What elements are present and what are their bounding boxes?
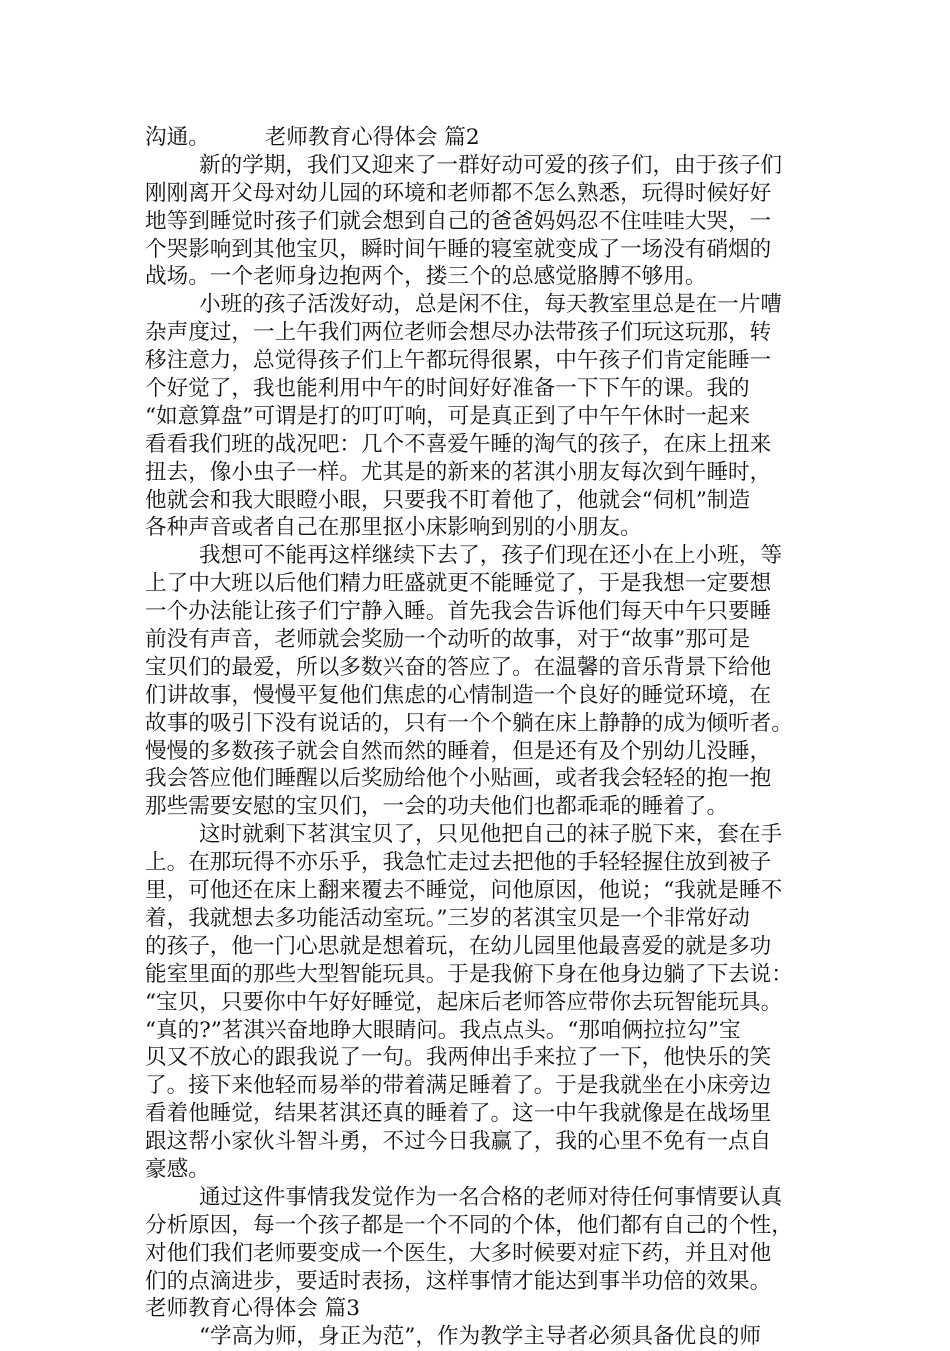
text-line: 看着他睡觉，结果茗淇还真的睡着了。这一中午我就像是在战场里 — [145, 1101, 772, 1127]
text-line: 能室里面的那些大型智能玩具。于是我俯下身在他身边躺了下去说： — [145, 961, 793, 987]
text-line: “学高为师，身正为范”，作为教学主导者必须具备优良的师 — [199, 1324, 761, 1350]
text-line: 的孩子，他一门心思就是想着玩，在幼儿园里他最喜爱的就是多功 — [145, 933, 772, 959]
text-line: 地等到睡觉时孩子们就会想到自己的爸爸妈妈忍不住哇哇大哭，一 — [145, 208, 772, 234]
text-line: 跟这帮小家伙斗智斗勇，不过今日我赢了，我的心里不免有一点自 — [145, 1129, 772, 1155]
text-line: 对他们我们老师要变成一个医生，大多时候要对症下药，并且对他 — [145, 1240, 772, 1266]
text-line: 小班的孩子活泼好动，总是闲不住，每天教室里总是在一片嘈 — [199, 292, 783, 318]
text-line: 个哭影响到其他宝贝，瞬时间午睡的寝室就变成了一场没有硝烟的 — [145, 236, 772, 262]
text-line: 各种声音或者自己在那里抠小床影响到别的小朋友。 — [145, 515, 642, 541]
text-line: 他就会和我大眼瞪小眼，只要我不盯着他了，他就会“伺机”制造 — [145, 487, 751, 513]
text-line: 通过这件事情我发觉作为一名合格的老师对待任何事情要认真 — [199, 1184, 783, 1210]
text-line: 分析原因，每一个孩子都是一个不同的个体，他们都有自己的个性， — [145, 1212, 793, 1238]
document-page — [145, 124, 810, 1351]
text-line: 里，可他还在床上翻来覆去不睡觉，问他原因，他说；“我就是睡不 — [145, 878, 783, 904]
text-line: 贝又不放心的跟我说了一句。我两伸出手来拉了一下，他快乐的笑 — [145, 1045, 772, 1071]
text-line: 移注意力，总觉得孩子们上午都玩得很累，中午孩子们肯定能睡一 — [145, 348, 772, 374]
text-line: 着，我就想去多功能活动室玩。”三岁的茗淇宝贝是一个非常好动 — [145, 905, 750, 931]
text-line: 我会答应他们睡醒以后奖励给他个小贴画，或者我会轻轻的抱一抱 — [145, 766, 772, 792]
text-line: 豪感。 — [145, 1156, 210, 1182]
text-line: “如意算盘”可谓是打的叮叮响，可是真正到了中午午休时一起来 — [145, 403, 751, 429]
text-line: 宝贝们的最爱，所以多数兴奋的答应了。在温馨的音乐背景下给他 — [145, 654, 772, 680]
text-line: 慢慢的多数孩子就会自然而然的睡着，但是还有及个别幼儿没睡， — [145, 738, 772, 764]
text-line: 一个办法能让孩子们宁静入睡。首先我会告诉他们每天中午只要睡 — [145, 599, 772, 625]
text-line: 新的学期，我们又迎来了一群好动可爱的孩子们，由于孩子们 — [199, 152, 783, 178]
text-line: 上了中大班以后他们精力旺盛就更不能睡觉了，于是我想一定要想 — [145, 571, 772, 597]
text-line: 我想可不能再这样继续下去了，孩子们现在还小在上小班，等 — [199, 543, 783, 569]
text-line: 刚刚离开父母对幼儿园的环境和老师都不怎么熟悉，玩得时候好好 — [145, 180, 772, 206]
text-line: 们讲故事，慢慢平复他们焦虑的心情制造一个良好的睡觉环境，在 — [145, 682, 772, 708]
text-line: 个好觉了，我也能利用中午的时间好好准备一下下午的课。我的 — [145, 376, 750, 402]
text-line: 上。在那玩得不亦乐乎，我急忙走过去把他的手轻轻握住放到被子 — [145, 850, 772, 876]
text-line: 老师教育心得体会 篇3 — [145, 1296, 360, 1322]
text-line: 沟通。 老师教育心得体会 篇2 — [145, 125, 480, 150]
text-line: “宝贝，只要你中午好好睡觉，起床后老师答应带你去玩智能玩具。 — [145, 989, 783, 1015]
text-line: 杂声度过，一上午我们两位老师会想尽办法带孩子们玩这玩那，转 — [145, 320, 772, 346]
text-line: 这时就剩下茗淇宝贝了，只见他把自己的袜子脱下来，套在手 — [199, 822, 783, 848]
text-line: 前没有声音，老师就会奖励一个动听的故事，对于“故事”那可是 — [145, 627, 751, 653]
text-line: “真的?”茗淇兴奋地睁大眼睛问。我点点头。“那咱俩拉拉勾”宝 — [145, 1017, 741, 1043]
text-line: 那些需要安慰的宝贝们，一会的功夫他们也都乖乖的睡着了。 — [145, 794, 729, 820]
text-line: 了。接下来他轻而易举的带着满足睡着了。于是我就坐在小床旁边 — [145, 1073, 772, 1099]
text-line: 故事的吸引下没有说话的，只有一个个躺在床上静静的成为倾听者。 — [145, 710, 793, 736]
text-line: 扭去，像小虫子一样。尤其是的新来的茗淇小朋友每次到午睡时， — [145, 459, 772, 485]
text-line: 战场。一个老师身边抱两个，搂三个的总感觉胳膊不够用。 — [145, 264, 707, 290]
text-line: 看看我们班的战况吧：几个不喜爱午睡的淘气的孩子，在床上扭来 — [145, 431, 772, 457]
text-line: 们的点滴进步，要适时表扬，这样事情才能达到事半功倍的效果。 — [145, 1268, 772, 1294]
